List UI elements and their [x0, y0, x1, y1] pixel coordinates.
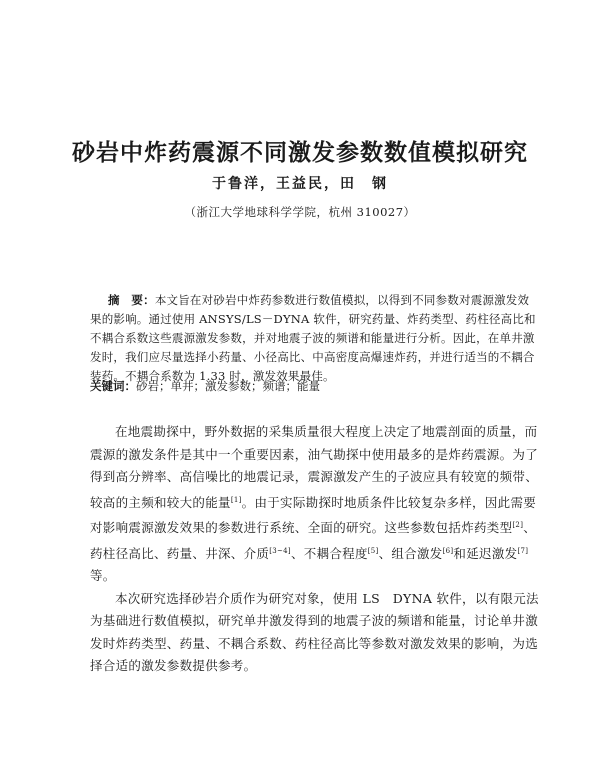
abstract-label: 摘 要： [108, 293, 155, 307]
affiliation: （浙江大学地球科学学院，杭州 310027） [184, 205, 416, 219]
abstract [90, 291, 540, 386]
p1-text-g: 等。 [90, 568, 116, 584]
citation: [3~4] [269, 546, 291, 555]
keywords-text: 砂岩；单井；激发参数；频谱；能量 [136, 379, 320, 393]
paper-title: 砂岩中炸药震源不同激发参数数值模拟研究 [72, 140, 528, 166]
body-paragraph-1 [90, 421, 540, 588]
citation: [2] [512, 521, 524, 530]
p1-text-b: 。由于实际勘探时地质条件比较复杂多样，因此需要对影响震源激发效果的参数进行系统、全面的研究。这些参数包括炸药类型 [90, 494, 537, 536]
abstract-text: 本文旨在对砂岩中炸药参数进行数值模拟，以得到不同参数对震源激发效果的影响。通过使用 ANSYS/LS－DYNA 软件，研究药量、炸药类型、药柱径高比和不耦合系数这些震源激发参数，并对地震子波的频谱和能量进行分析。因此，在单井激发时，我们应尽量选择小药量、小径高比、中高密度高爆速炸药，并进行适当的不耦合装药。不耦合系数为 1.33 时，激发效果最佳。 [90, 293, 536, 383]
p1-text-e: 、组合激发 [378, 545, 443, 561]
keywords [90, 377, 540, 396]
p1-text-a: 在地震勘探中，野外数据的采集质量很大程度上决定了地震剖面的质量，而震源的激发条件是其中一个重要因素，油气勘探中使用最多的是炸药震源。为了得到高分辨率、高信噪比的地震记录，震源激发产生的子波应具有较宽的频带、较高的主频和较大的能量 [90, 424, 539, 510]
citation: [7] [517, 546, 529, 555]
citation: [5] [367, 546, 379, 555]
keywords-label: 关键词： [90, 379, 136, 393]
p1-text-f: 和延迟激发 [453, 545, 518, 561]
p1-text-d: 、不耦合程度 [290, 545, 368, 561]
body-text [90, 421, 540, 678]
authors: 于鲁洋，王益民，田 钢 [212, 176, 388, 192]
body-paragraph-2: 本次研究选择砂岩介质作为研究对象，使用 LS DYNA 软件，以有限元法为基础进行数值模拟，研究单井激发得到的地震子波的频谱和能量，讨论单井激发时炸药类型、药量、不耦合系数、药柱径高比等参数对激发效果的影响，为选择合适的激发参数提供参考。 [90, 590, 539, 674]
p1-text-c: 、药柱径高比、药量、井深、介质 [90, 520, 537, 561]
citation: [6] [442, 546, 454, 555]
citation: [1] [230, 495, 242, 504]
